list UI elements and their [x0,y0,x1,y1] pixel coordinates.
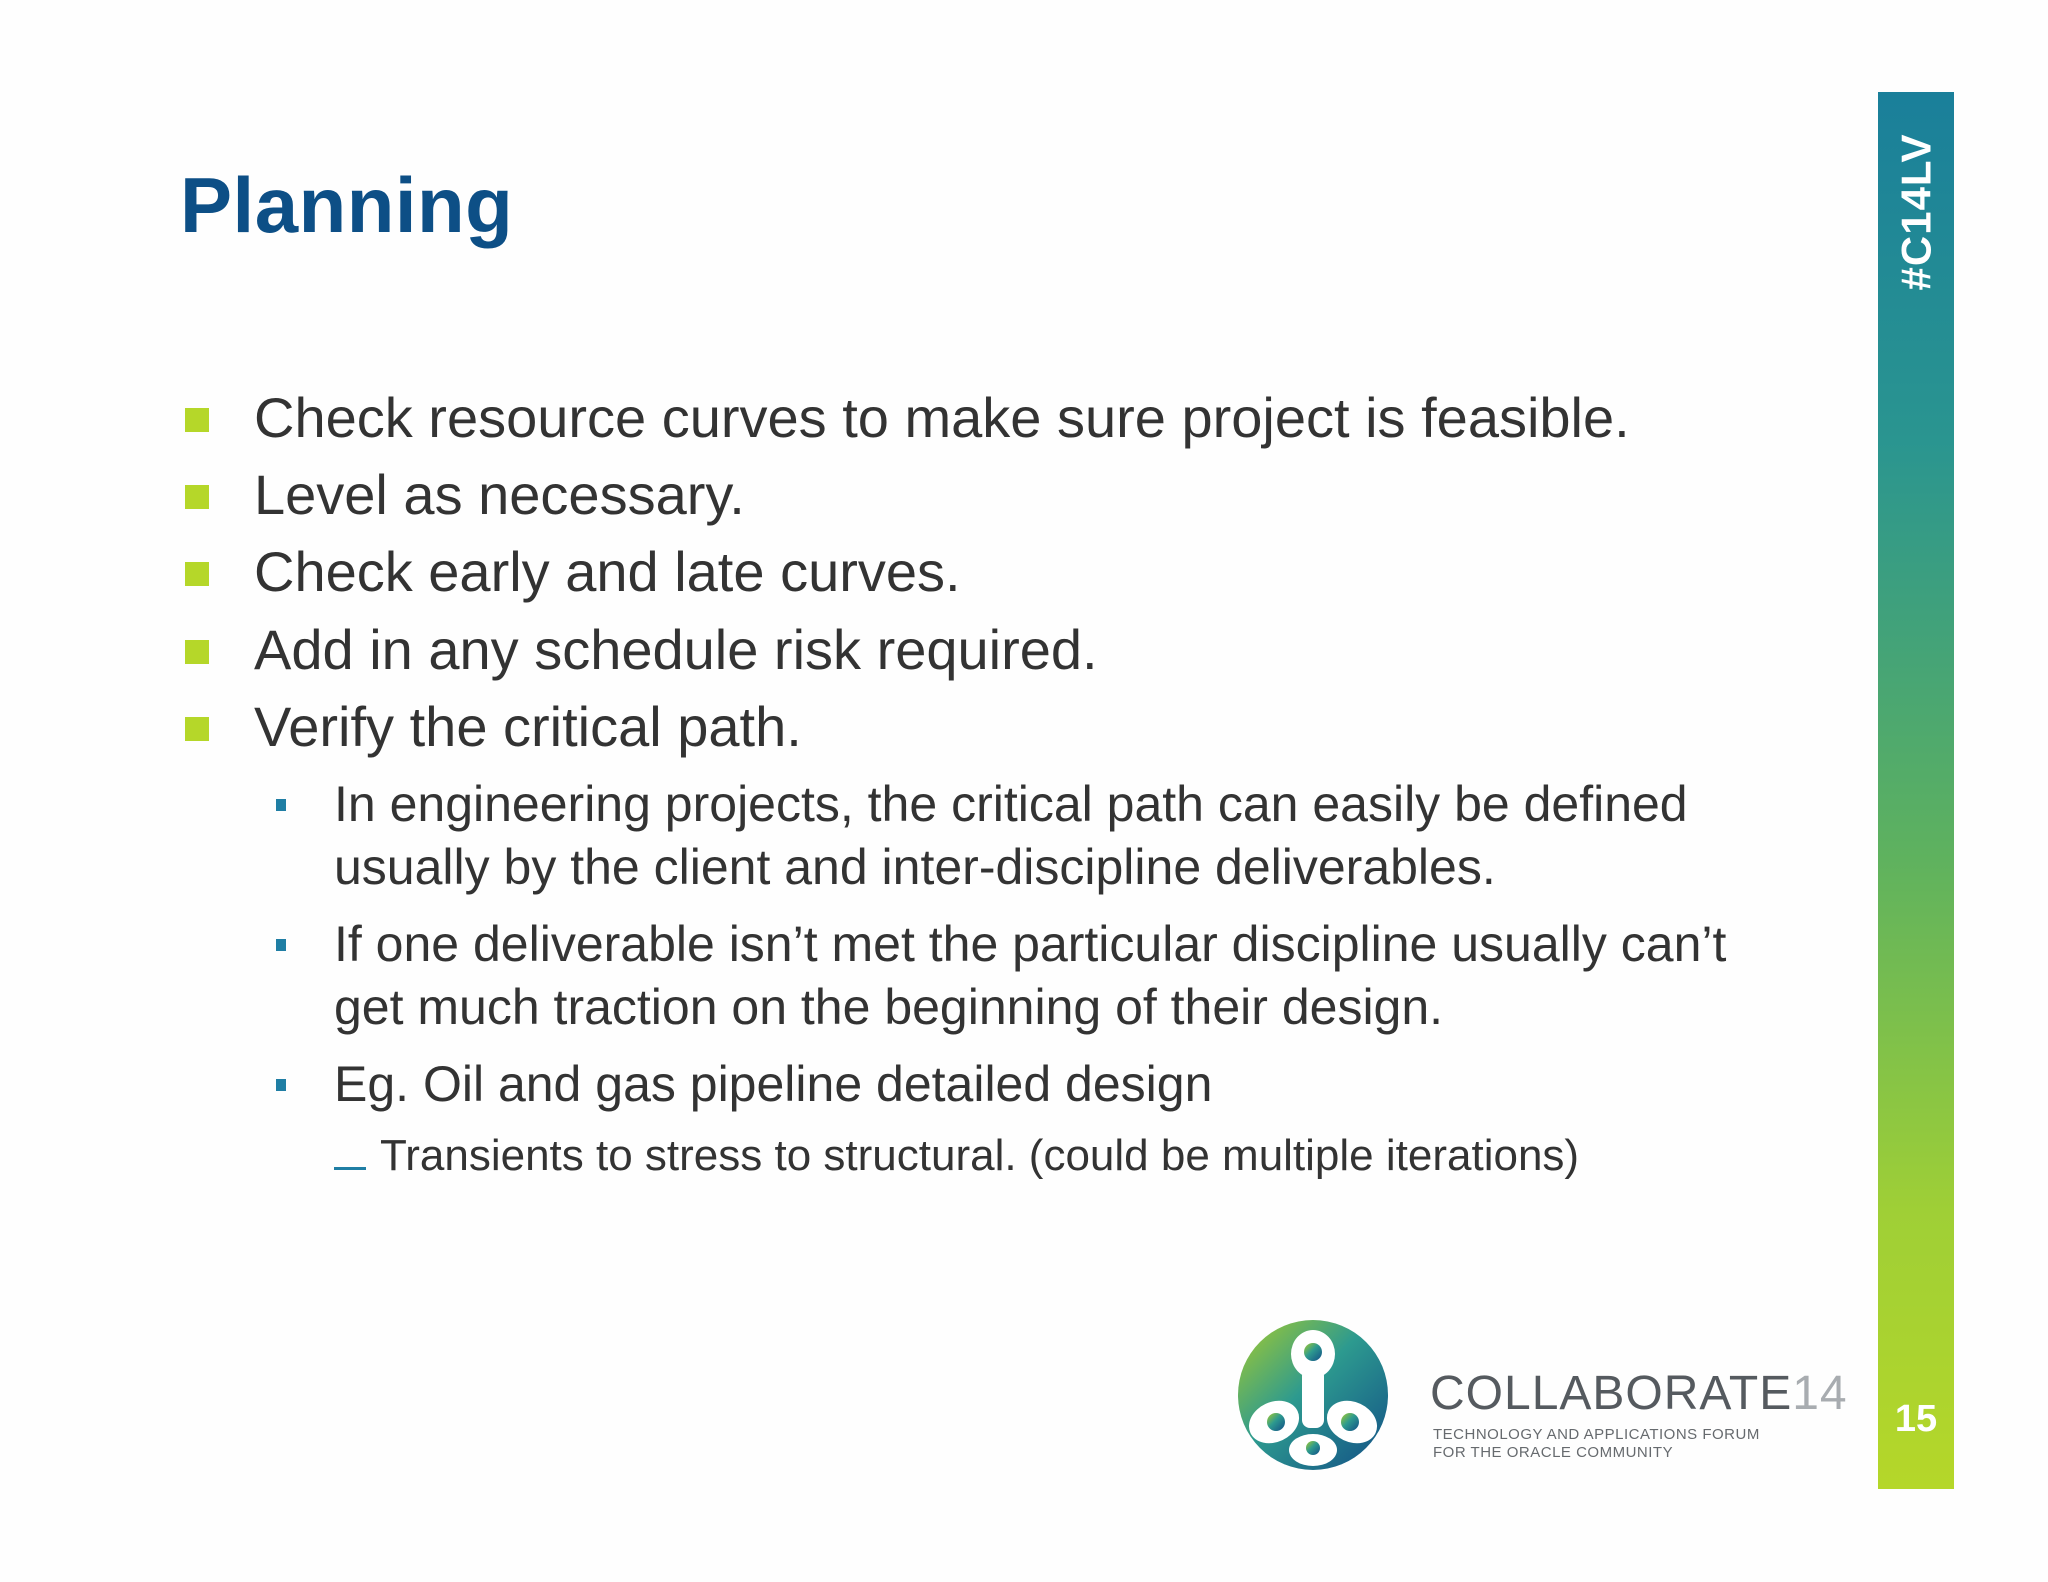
bullet-square-icon [185,562,209,586]
bullet-square-icon [185,640,209,664]
page-number: 15 [1894,1398,1938,1440]
bullet-square-icon [185,408,209,432]
bullet-text: Level as necessary. [254,463,745,526]
logo-tagline-line2: FOR THE ORACLE COMMUNITY [1433,1444,1674,1461]
bullet-item [185,385,1630,450]
logo-tagline [1433,1426,1760,1462]
sub-bullet-square-icon [276,799,286,811]
dash-icon [334,1167,366,1170]
bullet-item [185,694,802,759]
sub-bullet-square-icon [276,939,286,951]
sub-bullet-text-line1: Eg. Oil and gas pipeline detailed design [334,1056,1213,1112]
bullet-item [185,462,745,527]
bullet-item [185,539,961,604]
slide-title: Planning [180,161,514,249]
logo-name-text: COLLABORATE [1430,1367,1793,1420]
logo-year-text: 14 [1792,1367,1848,1420]
sub-bullet-square-icon [276,1079,286,1091]
bullet-square-icon [185,485,209,509]
logo-wordmark [1430,1366,1848,1421]
sub-bullet-text-line2: get much traction on the beginning of their design. [334,979,1444,1035]
sub-sub-bullet-item [334,1131,1579,1181]
bullet-square-icon [185,717,209,741]
bullet-text: Check early and late curves. [254,540,961,603]
sub-bullet-text-line2: usually by the client and inter-discipline deliverables. [334,839,1496,895]
bullet-text: Check resource curves to make sure project is feasible. [254,386,1630,449]
sub-bullet-text-line1: If one deliverable isn’t met the particular discipline usually can’t [334,916,1727,972]
hashtag-label [1878,92,1954,332]
logo-tagline-line1: TECHNOLOGY AND APPLICATIONS FORUM [1433,1426,1760,1443]
bullet-item [185,617,1098,682]
sub-bullet-text-line1: In engineering projects, the critical path can easily be defined [334,776,1688,832]
collaborate-logo-icon [1236,1318,1390,1472]
sub-sub-bullet-text: Transients to stress to structural. (could be multiple iterations) [380,1131,1580,1180]
hashtag-text: #C14LV [1892,133,1939,291]
bullet-text: Verify the critical path. [254,695,802,758]
bullet-text: Add in any schedule risk required. [254,618,1098,681]
